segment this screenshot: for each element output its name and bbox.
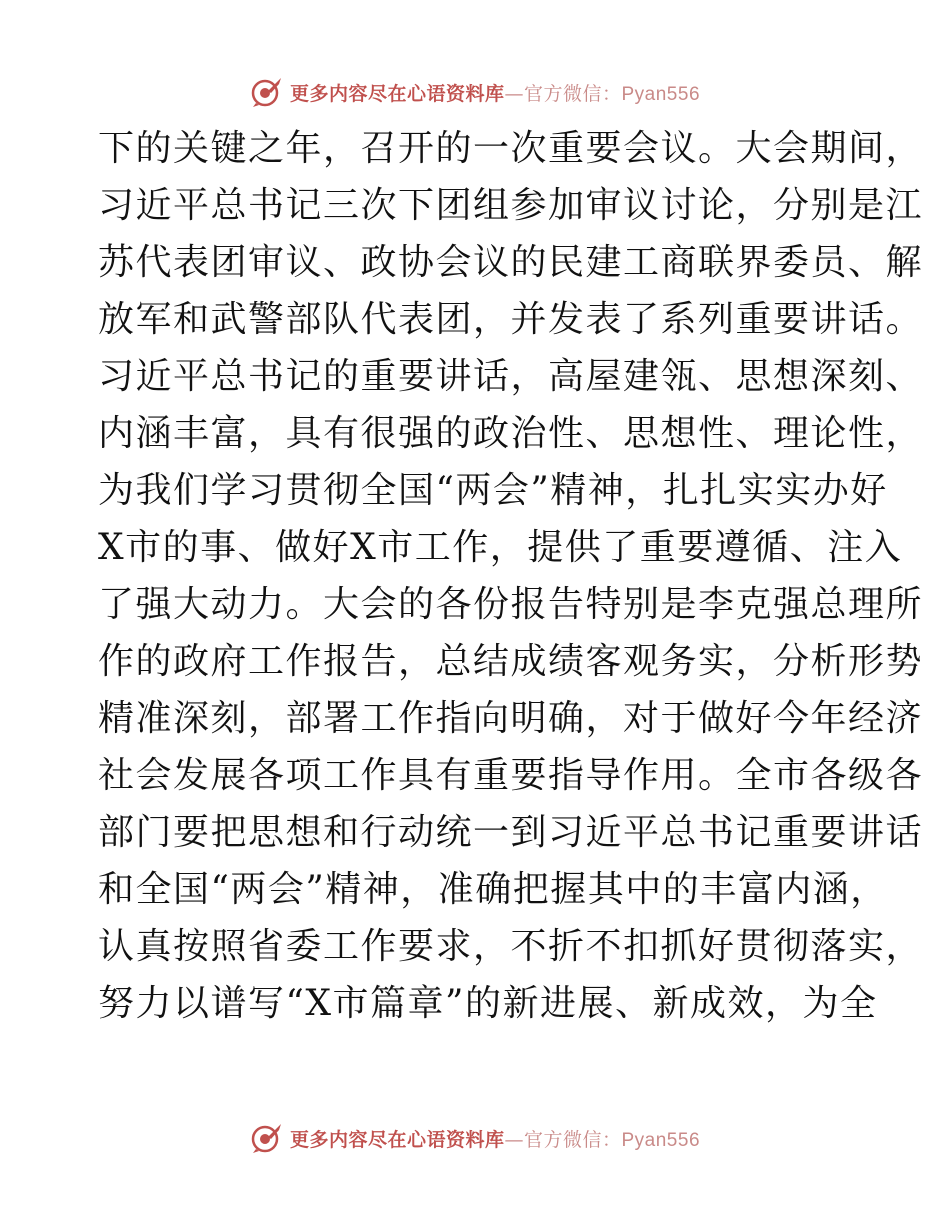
watermark-wechat-id: Pyan556 [621,1129,701,1151]
body-line: 认真按照省委工作要求，不折不扣抓好贯彻落实， [98,926,924,967]
body-line: 作的政府工作报告，总结成绩客观务实，分析形势 [98,641,924,682]
quill-pen-seal-icon [250,1121,284,1155]
body-line: 精准深刻，部署工作指向明确，对于做好今年经济 [98,698,924,739]
body-line: X市的事、做好X市工作，提供了重要遵循、注入 [98,527,903,568]
watermark-wechat-label: 官方微信： [523,82,622,105]
watermark-text [290,79,700,106]
body-line: 和全国“两会”精神，准确把握其中的丰富内涵， [98,869,888,910]
watermark-wechat-id: Pyan556 [621,83,701,105]
body-line: 放军和武警部队代表团，并发表了系列重要讲话。 [98,299,924,340]
watermark-separator: — [504,1128,524,1151]
body-line: 习近平总书记的重要讲话，高屋建瓴、思想深刻、 [98,356,924,397]
watermark-wechat-label: 官方微信： [523,1128,622,1151]
body-line: 了强大动力。大会的各份报告特别是李克强总理所 [98,584,924,625]
watermark-separator: — [504,82,524,105]
body-line: 苏代表团审议、政协会议的民建工商联界委员、解 [98,242,924,283]
body-line: 社会发展各项工作具有重要指导作用。全市各级各 [98,755,924,796]
body-line: 内涵丰富，具有很强的政治性、思想性、理论性， [98,413,924,454]
watermark-brand: 更多内容尽在心语资料库 [289,82,505,105]
watermark-brand: 更多内容尽在心语资料库 [289,1128,505,1151]
body-line: 部门要把思想和行动统一到习近平总书记重要讲话 [98,812,924,853]
watermark-text [290,1125,700,1152]
body-line: 习近平总书记三次下团组参加审议讨论，分别是江 [98,185,924,226]
footer-watermark [0,1118,950,1158]
body-line: 下的关键之年，召开的一次重要会议。大会期间， [98,128,924,169]
body-line: 努力以谱写“X市篇章”的新进展、新成效，为全 [98,983,878,1024]
quill-pen-seal-icon [250,75,284,109]
body-line: 为我们学习贯彻全国“两会”精神，扎扎实实办好 [98,470,888,511]
document-body [98,120,924,1032]
header-watermark [0,72,950,112]
